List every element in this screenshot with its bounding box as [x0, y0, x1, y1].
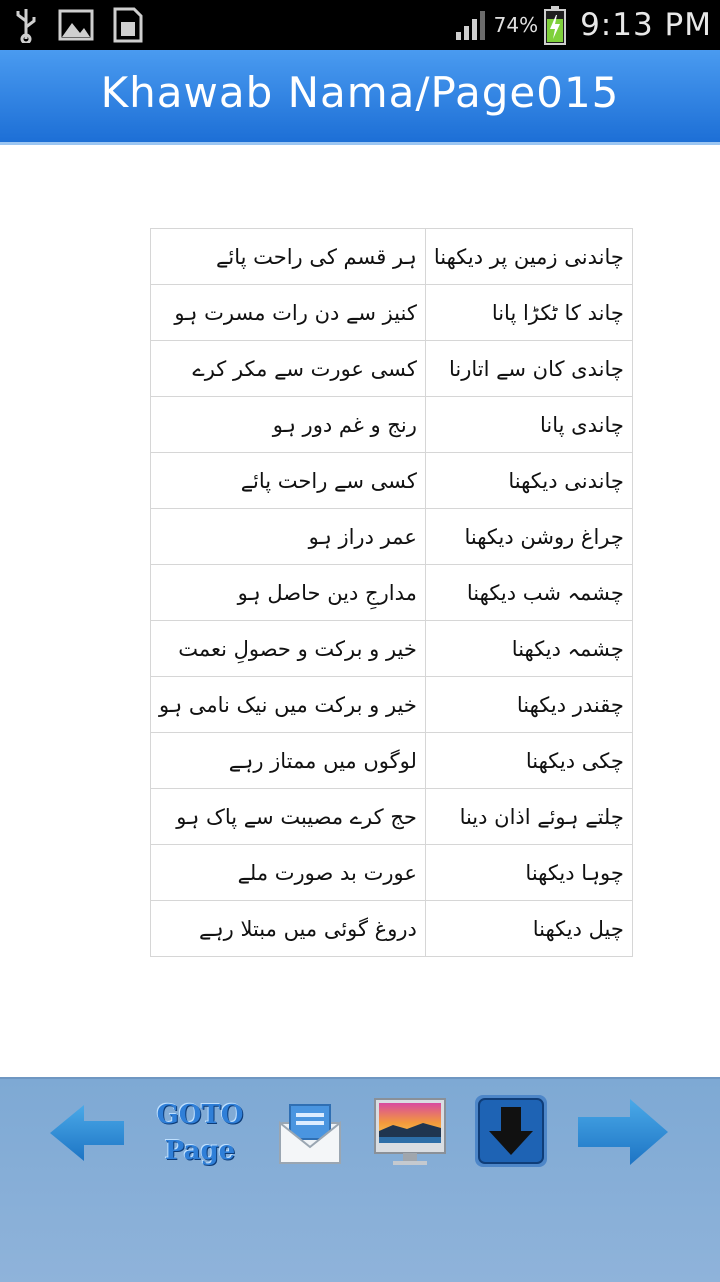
interpretation-cell: رنج و غم دور ہو: [151, 397, 426, 453]
dream-term-cell: چشمہ دیکھنا: [425, 621, 632, 677]
image-icon: [58, 7, 94, 43]
usb-icon: [12, 7, 40, 43]
interpretation-cell: لوگوں میں ممتاز رہے: [151, 733, 426, 789]
landscape-picture-icon: [373, 1095, 447, 1169]
dream-term-cell: چکی دیکھنا: [425, 733, 632, 789]
table-row: [151, 285, 633, 341]
page-label: Page: [164, 1136, 236, 1166]
table-row: [151, 509, 633, 565]
table-row: [151, 229, 633, 285]
table-row: [151, 341, 633, 397]
table-row: [151, 901, 633, 957]
dream-term-cell: چیل دیکھنا: [425, 901, 632, 957]
dream-term-cell: چوہا دیکھنا: [425, 845, 632, 901]
table-row: [151, 733, 633, 789]
dream-term-cell: چراغ روشن دیکھنا: [425, 509, 632, 565]
title-bar: [0, 50, 720, 145]
dream-term-cell: چاندنی دیکھنا: [425, 453, 632, 509]
interpretation-cell: عورت بد صورت ملے: [151, 845, 426, 901]
table-row: [151, 397, 633, 453]
download-button[interactable]: [473, 1093, 549, 1169]
interpretation-cell: کسی عورت سے مکر کرے: [151, 341, 426, 397]
table-row: [151, 789, 633, 845]
dream-term-cell: چاندی پانا: [425, 397, 632, 453]
interpretation-cell: مدارجِ دین حاصل ہو: [151, 565, 426, 621]
clock: 9:13 PM: [580, 7, 712, 43]
table-row: [151, 565, 633, 621]
dream-term-cell: چاند کا ٹکڑا پانا: [425, 285, 632, 341]
envelope-icon: [276, 1099, 344, 1167]
wallpaper-button[interactable]: [373, 1095, 447, 1169]
battery-percent: 74%: [493, 13, 539, 37]
table-row: [151, 453, 633, 509]
signal-icon: [454, 8, 488, 42]
table-row: [151, 845, 633, 901]
sd-card-icon: [112, 6, 144, 44]
dream-term-cell: چقندر دیکھنا: [425, 677, 632, 733]
next-page-button[interactable]: [576, 1097, 670, 1167]
page-title: Khawab Nama/Page015: [100, 68, 620, 117]
dream-interpretation-table: [150, 228, 633, 957]
interpretation-cell: کسی سے راحت پائے: [151, 453, 426, 509]
interpretation-cell: کنیز سے دن رات مسرت ہو: [151, 285, 426, 341]
table-row: [151, 621, 633, 677]
interpretation-cell: ہر قسم کی راحت پائے: [151, 229, 426, 285]
dream-term-cell: چشمہ شب دیکھنا: [425, 565, 632, 621]
battery-charging-icon: [544, 5, 566, 45]
previous-page-button[interactable]: [48, 1101, 128, 1165]
arrow-right-icon: [576, 1097, 670, 1167]
goto-page-button[interactable]: [150, 1097, 250, 1169]
interpretation-cell: عمر دراز ہو: [151, 509, 426, 565]
interpretation-cell: حج کرے مصیبت سے پاک ہو: [151, 789, 426, 845]
bottom-nav-bar: [0, 1077, 720, 1282]
status-bar: [0, 0, 720, 50]
interpretation-cell: خیر و برکت و حصولِ نعمت: [151, 621, 426, 677]
email-button[interactable]: [276, 1099, 344, 1167]
goto-label: GOTO: [156, 1100, 244, 1130]
dream-term-cell: چاندی کان سے اتارنا: [425, 341, 632, 397]
table-row: [151, 677, 633, 733]
download-arrow-icon: [473, 1093, 549, 1169]
arrow-left-icon: [48, 1101, 128, 1165]
interpretation-cell: دروغ گوئی میں مبتلا رہے: [151, 901, 426, 957]
dream-term-cell: چاندنی زمین پر دیکھنا: [425, 229, 632, 285]
dream-term-cell: چلتے ہوئے اذان دینا: [425, 789, 632, 845]
interpretation-cell: خیر و برکت میں نیک نامی ہو: [151, 677, 426, 733]
